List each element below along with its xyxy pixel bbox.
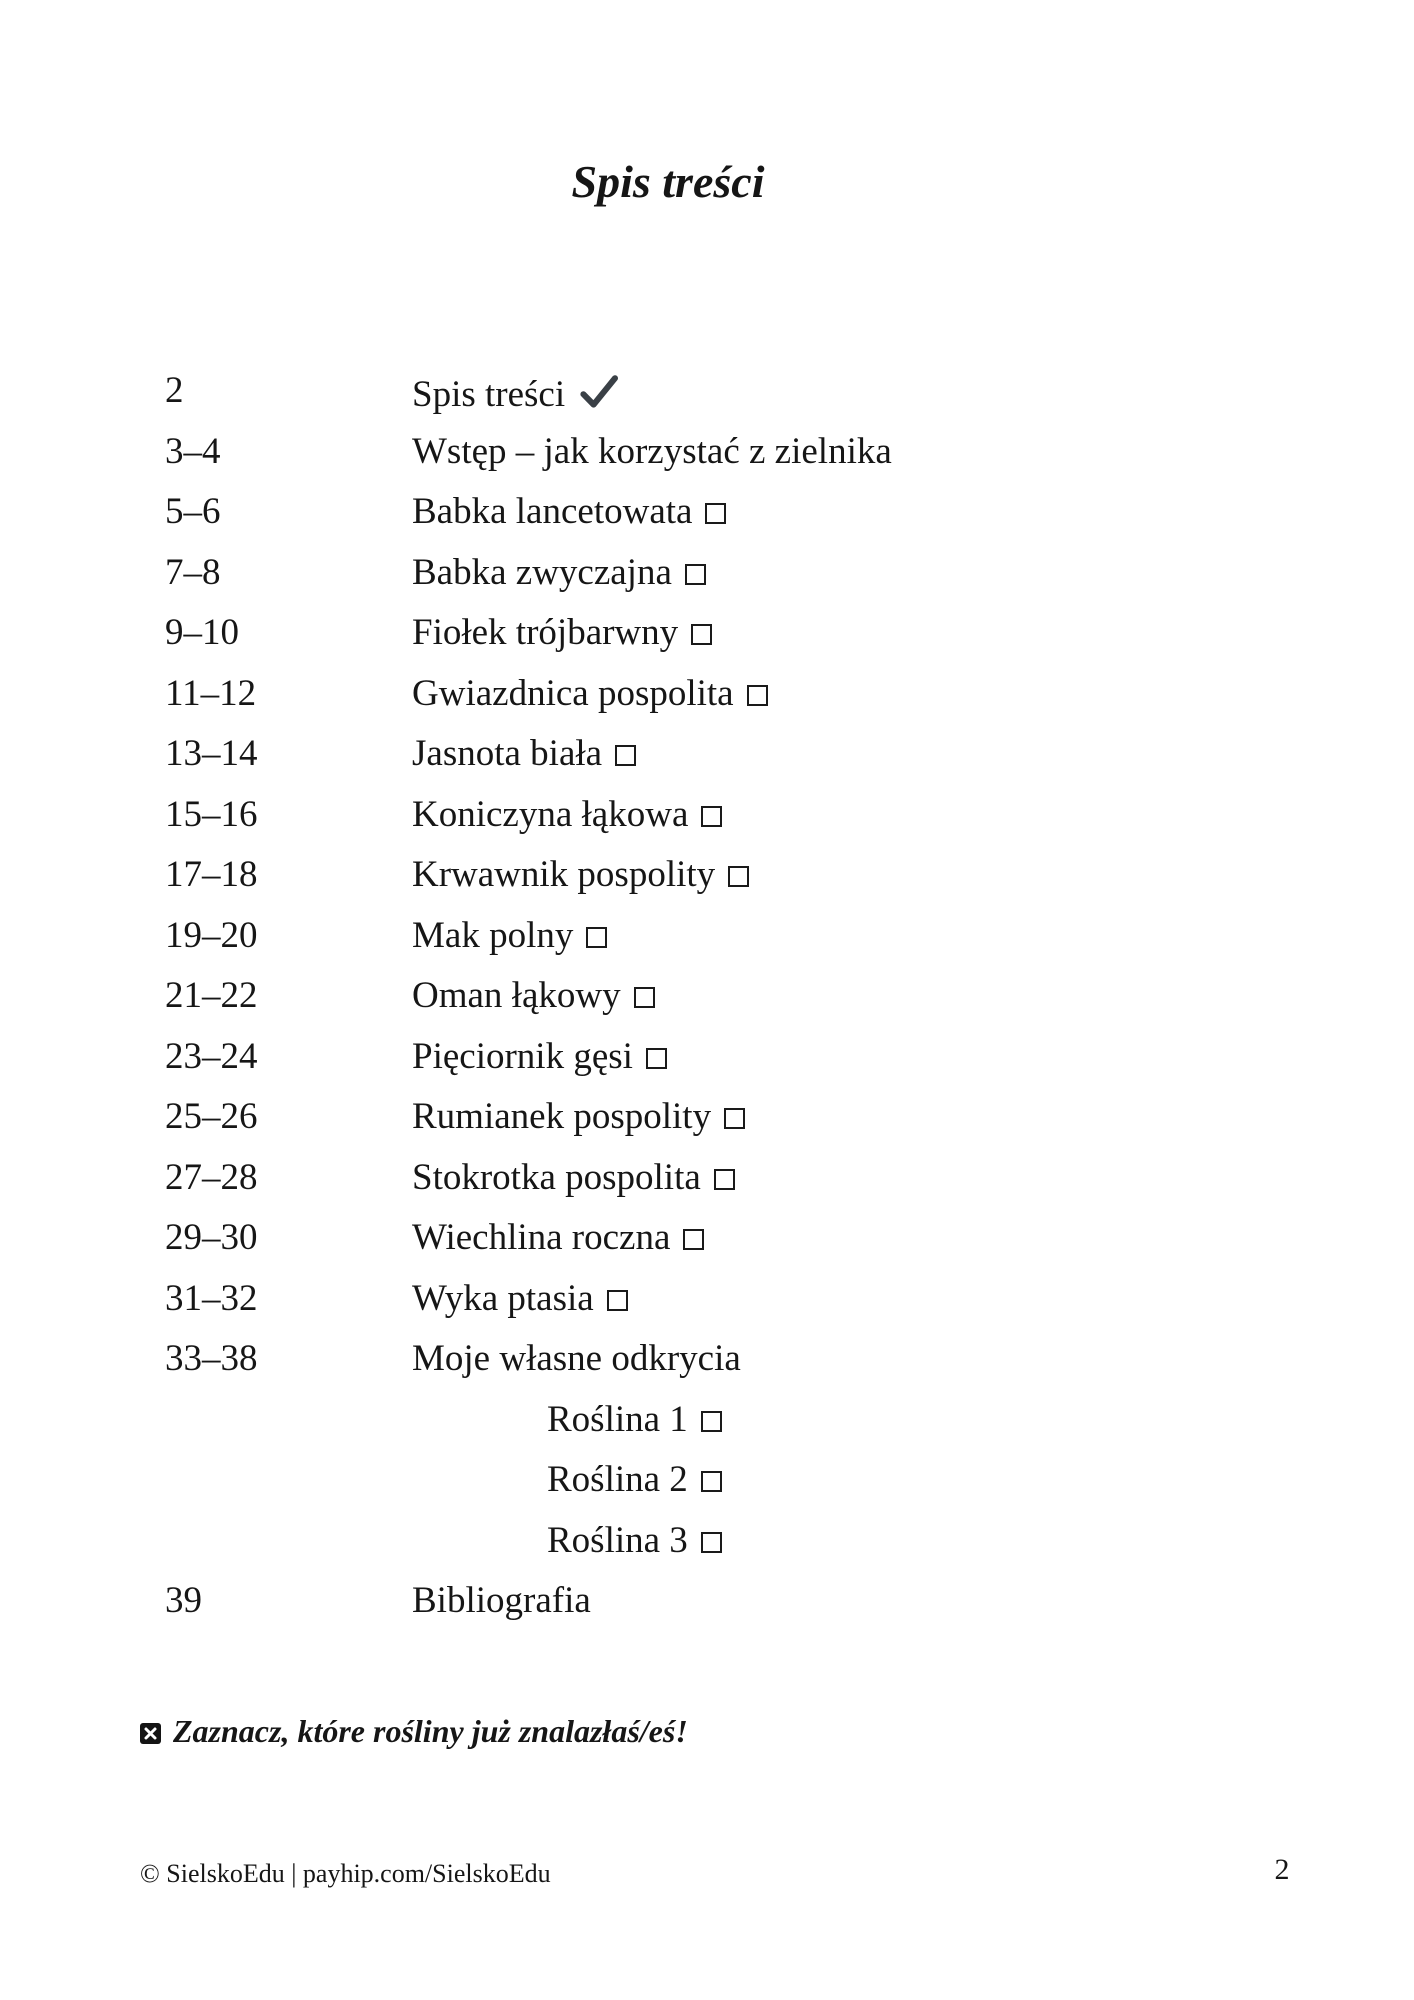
toc-entry-title: Wiechlina roczna: [412, 1217, 671, 1258]
toc-entry: [412, 611, 712, 655]
toc-entry-title: Spis treści: [412, 374, 566, 415]
toc-page-range: 39: [165, 1580, 202, 1621]
checkbox-icon: [714, 1169, 735, 1190]
toc-entry: [412, 974, 655, 1018]
toc-row: [0, 369, 1414, 413]
toc-row: [0, 551, 1414, 595]
toc-row: [0, 430, 1414, 474]
toc-entry: [412, 853, 749, 897]
toc-entry: [547, 1519, 722, 1563]
toc-row: [0, 732, 1414, 776]
toc-entry: [412, 793, 722, 837]
toc-entry-title: Roślina 2: [547, 1459, 688, 1500]
toc-page-range: 33–38: [165, 1338, 258, 1379]
instruction-note: [140, 1709, 688, 1753]
toc-entry: [412, 672, 768, 716]
checkbox-icon: [685, 564, 706, 585]
toc-page-range: 11–12: [165, 672, 257, 714]
toc-page-range: 9–10: [165, 612, 239, 653]
toc-entry-title: Mak polny: [412, 914, 574, 956]
toc-entry-title: Fiołek trójbarwny: [412, 612, 679, 653]
toc-entry-title: Pięciornik gęsi: [412, 1035, 633, 1077]
toc-entry-title: Jasnota biała: [412, 733, 603, 774]
toc-entry: [412, 1095, 745, 1139]
toc-row: [0, 1035, 1414, 1079]
toc-row: [0, 1156, 1414, 1200]
toc-entry-title: Krwawnik pospolity: [412, 854, 716, 895]
toc-entry: [412, 1216, 704, 1260]
toc-row: [0, 1458, 1414, 1502]
toc-entry-title: Rumianek pospolity: [412, 1096, 712, 1137]
toc-entry: [412, 732, 636, 776]
toc-page-range: 5–6: [165, 491, 221, 532]
toc-page-range: 2: [165, 370, 184, 411]
toc-row: [0, 1337, 1414, 1381]
checkbox-icon: [634, 987, 655, 1008]
toc-row: [0, 1277, 1414, 1321]
checked-box-icon: [140, 1709, 161, 1753]
check-icon: [575, 369, 623, 417]
toc-row: [0, 490, 1414, 534]
footer-page-number: 2: [1274, 1853, 1290, 1886]
toc-page-range: 23–24: [165, 1035, 258, 1077]
toc-row: [0, 611, 1414, 655]
toc-entry: [412, 369, 623, 417]
toc-row: [0, 793, 1414, 837]
toc-page-range: 31–32: [165, 1277, 258, 1319]
checkbox-icon: [607, 1290, 628, 1311]
checkbox-icon: [586, 927, 607, 948]
toc-entry: [547, 1398, 722, 1442]
toc-row: [0, 914, 1414, 958]
toc-entry: [412, 1035, 667, 1079]
toc-entry: [412, 1337, 741, 1381]
toc-entry-title: Wstęp – jak korzystać z zielnika: [412, 430, 892, 472]
toc-entry-title: Roślina 3: [547, 1519, 688, 1561]
toc-page-range: 19–20: [165, 914, 258, 956]
toc-page-range: 25–26: [165, 1096, 258, 1137]
toc-entry: [412, 551, 706, 595]
toc-page-range: 15–16: [165, 793, 258, 835]
toc-entry-title: Gwiazdnica pospolita: [412, 672, 734, 714]
toc-entry-title: Roślina 1: [547, 1398, 688, 1440]
toc-page-range: 21–22: [165, 975, 258, 1016]
checkbox-icon: [701, 1532, 722, 1553]
toc-row: [0, 1216, 1414, 1260]
note-text: Zaznacz, które rośliny już znalazłaś/eś!: [173, 1713, 688, 1749]
toc-entry-title: Moje własne odkrycia: [412, 1338, 741, 1379]
toc-entry: [412, 914, 607, 958]
checkbox-icon: [691, 624, 712, 645]
page-title: Spis treści: [571, 156, 765, 207]
toc-row: [0, 1095, 1414, 1139]
toc-entry-title: Koniczyna łąkowa: [412, 793, 689, 835]
footer-credit: © SielskoEdu | payhip.com/SielskoEdu: [140, 1859, 551, 1888]
toc-row: [0, 1398, 1414, 1442]
checkbox-icon: [728, 866, 749, 887]
toc-entry: [412, 1277, 628, 1321]
toc-row: [0, 974, 1414, 1018]
toc-page-range: 17–18: [165, 854, 258, 895]
toc-row: [0, 1579, 1414, 1623]
checkbox-icon: [724, 1108, 745, 1129]
toc-entry-title: Babka lancetowata: [412, 491, 693, 532]
toc-entry: [547, 1458, 722, 1502]
checkbox-icon: [701, 1471, 722, 1492]
checkbox-icon: [747, 685, 768, 706]
toc-page-range: 3–4: [165, 430, 221, 472]
toc-page-range: 7–8: [165, 551, 221, 593]
toc-entry-title: Oman łąkowy: [412, 975, 621, 1016]
toc-entry-title: Wyka ptasia: [412, 1277, 594, 1319]
toc-entry: [412, 430, 892, 474]
toc-entry-title: Stokrotka pospolita: [412, 1156, 701, 1198]
toc-entry: [412, 1156, 735, 1200]
toc-entry-title: Babka zwyczajna: [412, 551, 672, 593]
checkbox-icon: [701, 806, 722, 827]
checkbox-icon: [615, 745, 636, 766]
toc-page-range: 27–28: [165, 1156, 258, 1198]
checkbox-icon: [705, 503, 726, 524]
checkbox-icon: [701, 1411, 722, 1432]
toc-row: [0, 1519, 1414, 1563]
checkbox-icon: [646, 1048, 667, 1069]
toc-page-range: 13–14: [165, 733, 258, 774]
toc-row: [0, 853, 1414, 897]
toc-row: [0, 672, 1414, 716]
toc-entry: [412, 490, 726, 534]
toc-page-range: 29–30: [165, 1217, 258, 1258]
toc-entry: [412, 1579, 591, 1623]
checkbox-icon: [683, 1229, 704, 1250]
toc-entry-title: Bibliografia: [412, 1580, 591, 1621]
